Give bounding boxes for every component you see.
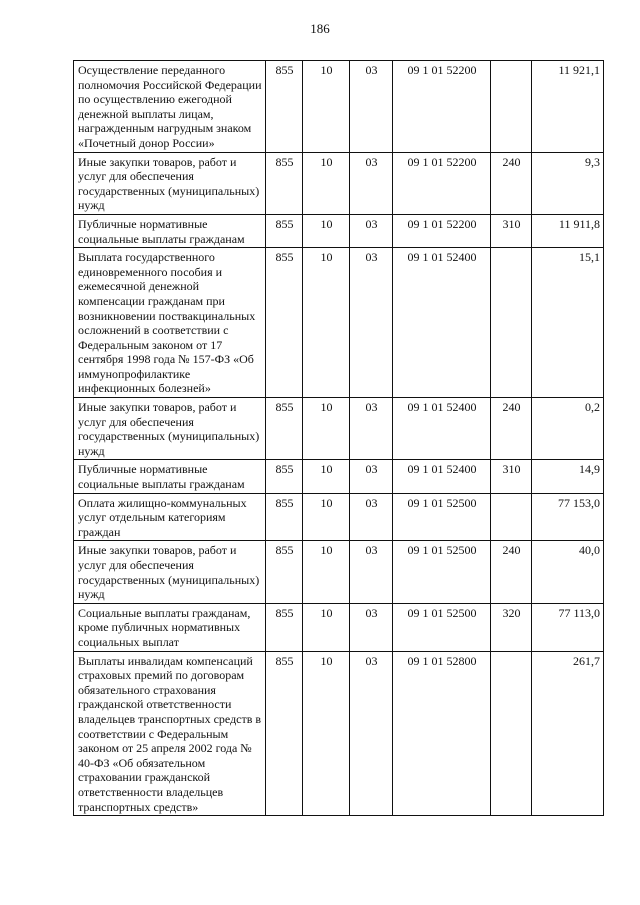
row-csr: 09 1 01 52400 — [393, 398, 491, 460]
row-vr: 240 — [491, 398, 532, 460]
row-sum: 14,9 — [532, 460, 604, 493]
row-name: Осуществление переданного полномочия Российской Федерации по осуществлению ежегодной денежной выплаты лицам, награжденным нагрудным знаком «Почетный донор России» — [74, 61, 266, 153]
row-rz: 10 — [303, 460, 350, 493]
row-csr: 09 1 01 52500 — [393, 603, 491, 651]
row-sum: 0,2 — [532, 398, 604, 460]
page-number: 186 — [310, 21, 330, 36]
row-ved: 855 — [266, 398, 303, 460]
row-pr: 03 — [350, 493, 393, 541]
table-row — [74, 61, 604, 153]
table-row — [74, 398, 604, 460]
row-csr: 09 1 01 52400 — [393, 460, 491, 493]
row-csr: 09 1 01 52200 — [393, 214, 491, 247]
row-sum: 77 153,0 — [532, 493, 604, 541]
row-name: Оплата жилищно-коммунальных услуг отдельным категориям граждан — [74, 493, 266, 541]
row-ved: 855 — [266, 460, 303, 493]
row-ved: 855 — [266, 248, 303, 398]
row-name: Иные закупки товаров, работ и услуг для обеспечения государственных (муниципальных) нужд — [74, 398, 266, 460]
row-pr: 03 — [350, 152, 393, 214]
row-ved: 855 — [266, 61, 303, 153]
row-vr — [491, 651, 532, 816]
table-row — [74, 460, 604, 493]
row-vr — [491, 493, 532, 541]
row-ved: 855 — [266, 603, 303, 651]
row-sum: 15,1 — [532, 248, 604, 398]
row-rz: 10 — [303, 651, 350, 816]
row-rz: 10 — [303, 541, 350, 603]
row-sum: 11 921,1 — [532, 61, 604, 153]
row-name: Публичные нормативные социальные выплаты гражданам — [74, 214, 266, 247]
row-sum: 9,3 — [532, 152, 604, 214]
row-vr: 320 — [491, 603, 532, 651]
row-ved: 855 — [266, 152, 303, 214]
row-ved: 855 — [266, 493, 303, 541]
row-name: Выплата государственного единовременного пособия и ежемесячной денежной компенсации гражданам при возникновении поствакцинальных осложнений в соответствии с Федеральным законом от 17 сентября 1998 года № 157-ФЗ «Об иммунопрофилактике инфекционных болезней» — [74, 248, 266, 398]
row-sum: 11 911,8 — [532, 214, 604, 247]
row-rz: 10 — [303, 61, 350, 153]
row-name: Иные закупки товаров, работ и услуг для обеспечения государственных (муниципальных) нужд — [74, 541, 266, 603]
row-rz: 10 — [303, 214, 350, 247]
budget-table — [73, 60, 604, 816]
row-rz: 10 — [303, 493, 350, 541]
row-pr: 03 — [350, 603, 393, 651]
row-sum: 77 113,0 — [532, 603, 604, 651]
row-pr: 03 — [350, 214, 393, 247]
row-pr: 03 — [350, 651, 393, 816]
row-ved: 855 — [266, 214, 303, 247]
row-pr: 03 — [350, 248, 393, 398]
row-vr: 240 — [491, 541, 532, 603]
row-vr — [491, 61, 532, 153]
row-name: Социальные выплаты гражданам, кроме публичных нормативных социальных выплат — [74, 603, 266, 651]
row-vr: 240 — [491, 152, 532, 214]
table-row — [74, 493, 604, 541]
table-row — [74, 541, 604, 603]
row-csr: 09 1 01 52400 — [393, 248, 491, 398]
row-pr: 03 — [350, 541, 393, 603]
row-pr: 03 — [350, 398, 393, 460]
row-csr: 09 1 01 52200 — [393, 61, 491, 153]
row-sum: 40,0 — [532, 541, 604, 603]
row-rz: 10 — [303, 398, 350, 460]
row-rz: 10 — [303, 603, 350, 651]
row-ved: 855 — [266, 651, 303, 816]
row-pr: 03 — [350, 460, 393, 493]
row-sum: 261,7 — [532, 651, 604, 816]
row-csr: 09 1 01 52200 — [393, 152, 491, 214]
row-name: Выплаты инвалидам компенсаций страховых премий по договорам обязательного страхования гражданской ответственности владельцев транспортных средств в соответствии с Федеральным законом от 25 апреля 2002 года № 40-ФЗ «Об обязательном страховании гражданской ответственности владельцев транспортных средств» — [74, 651, 266, 816]
row-vr: 310 — [491, 214, 532, 247]
row-vr: 310 — [491, 460, 532, 493]
row-name: Иные закупки товаров, работ и услуг для обеспечения государственных (муниципальных) нужд — [74, 152, 266, 214]
row-rz: 10 — [303, 152, 350, 214]
row-rz: 10 — [303, 248, 350, 398]
row-ved: 855 — [266, 541, 303, 603]
table-row — [74, 248, 604, 398]
row-pr: 03 — [350, 61, 393, 153]
table-row — [74, 152, 604, 214]
row-vr — [491, 248, 532, 398]
table-row — [74, 214, 604, 247]
table-row — [74, 603, 604, 651]
row-csr: 09 1 01 52800 — [393, 651, 491, 816]
table-row — [74, 651, 604, 816]
row-csr: 09 1 01 52500 — [393, 493, 491, 541]
row-name: Публичные нормативные социальные выплаты гражданам — [74, 460, 266, 493]
row-csr: 09 1 01 52500 — [393, 541, 491, 603]
